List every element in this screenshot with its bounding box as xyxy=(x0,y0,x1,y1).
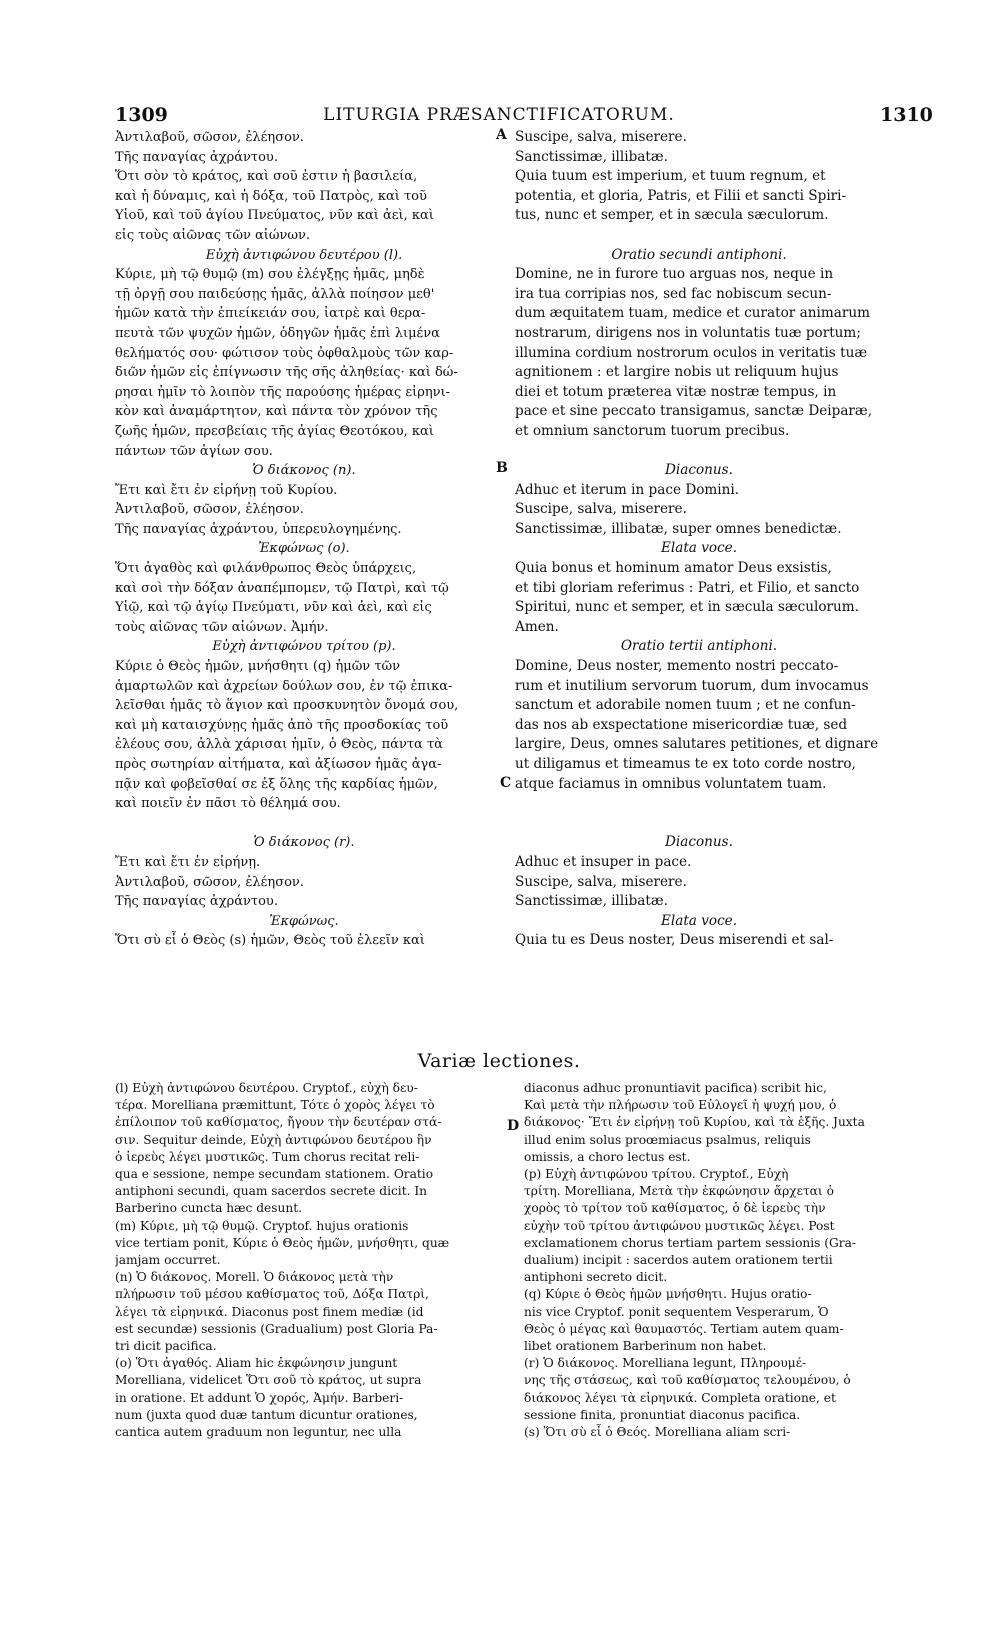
greek-text-line: ἁμαρτωλῶν καὶ ἀχρείων δούλων σου, ἐν τῷ ἐπικα- xyxy=(115,678,453,694)
note-line: diaconus adhuc pronuntiavit pacifica) scribit hic, xyxy=(524,1081,827,1095)
latin-text-line: atque faciamus in omnibus voluntatem tuam. xyxy=(515,775,827,792)
latin-text-line: tus, nunc et semper, et in sæcula sæculorum. xyxy=(515,207,829,224)
latin-text-line: Quia tuum est imperium, et tuum regnum, et xyxy=(515,168,826,185)
greek-text-line: Ἀντιλαβοῦ, σῶσον, ἐλέησον. xyxy=(115,130,304,145)
greek-text-line: Κύριε ὁ Θεὸς ἡμῶν, μνήσθητι (q) ἡμῶν τῶν xyxy=(115,659,401,675)
latin-text-line: ira tua corripias nos, sed fac nobiscum secun- xyxy=(515,285,832,302)
note-line: διάκονος· Ἔτι ἐν εἰρήνῃ τοῦ Κυρίου, καὶ τὰ ἑξῆς. Juxta xyxy=(524,1115,865,1130)
latin-text-line: et omnium sanctorum tuorum precibus. xyxy=(515,422,790,439)
greek-text-line: Υἱοῦ, καὶ τοῦ ἁγίου Πνεύματος, νῦν καὶ ἀεὶ, καὶ xyxy=(115,208,434,224)
note-line: num (juxta quod duæ tantum dicuntur orationes, xyxy=(115,1407,418,1422)
greek-text-line: πευτὰ τῶν ψυχῶν ἡμῶν, ὁδηγῶν ἡμᾶς ἐπὶ λιμένα xyxy=(115,325,440,341)
greek-text-line: Ὅτι σὺ εἶ ὁ Θεὸς (s) ἡμῶν, Θεὸς τοῦ ἐλεεῖν καὶ xyxy=(115,933,425,949)
note-line: omissis, a choro lectus est. xyxy=(524,1149,691,1164)
latin-text-line: Elata voce. xyxy=(660,912,738,929)
page-number-left: 1309 xyxy=(115,104,168,126)
note-line: (r) Ὁ διάκονος. Morelliana legunt, Πληρουμέ- xyxy=(524,1356,807,1371)
latin-text-line xyxy=(515,794,883,814)
notes-right-column xyxy=(524,1080,890,1441)
greek-text-line: καὶ μὴ καταισχύνῃς ἡμᾶς ἀπὸ τῆς προσδοκίας τοῦ xyxy=(115,717,449,733)
margin-letter-b: B xyxy=(496,460,508,476)
notes-left-column xyxy=(115,1080,500,1441)
note-line: (o) Ὅτι ἀγαθός. Aliam hic ἐκφώνησιν jungunt xyxy=(115,1356,398,1371)
greek-text-line: Εὐχὴ ἀντιφώνου δευτέρου (l). xyxy=(205,247,403,263)
running-title: LITURGIA PRÆSANCTIFICATORUM. xyxy=(323,105,675,125)
latin-text-line: Suscipe, salva, miserere. xyxy=(515,501,687,518)
latin-text-line: Suscipe, salva, miserere. xyxy=(515,873,687,890)
note-line: Θεὸς ὁ μέγας καὶ θαυμαστός. Tertiam autem quam- xyxy=(524,1321,844,1336)
latin-text-line: et tibi gloriam referimus : Patri, et Filio, et sancto xyxy=(515,579,860,596)
latin-text-line: nostrarum, dirigens nos in voluntatis tuæ portum; xyxy=(515,324,861,341)
note-line: ὁ ἱερεὺς λέγει μυστικῶς. Tum chorus recitat reli- xyxy=(115,1149,420,1164)
note-line: νης τῆς στάσεως, καὶ τοῦ καθίσματος τελουμένου, ὁ xyxy=(524,1373,851,1388)
latin-text-line: Amen. xyxy=(515,618,559,635)
latin-text-line: Sanctissimæ, illibatæ. xyxy=(515,893,668,910)
note-line: jamjam occurret. xyxy=(115,1253,221,1268)
note-line: (s) Ὅτι σὺ εἶ ὁ Θεός. Morelliana aliam scri- xyxy=(524,1425,791,1440)
latin-text-line: diei et totum præterea vitæ nostræ tempus, in xyxy=(515,383,837,400)
greek-text-line: τοὺς αἰῶνας τῶν αἰώνων. Ἀμήν. xyxy=(115,619,329,635)
greek-text-line: ἡμῶν κατὰ τὴν ἐπιείκειάν σου, ἰατρὲ καὶ θερα- xyxy=(115,306,426,322)
greek-text-line: ἐλέους σου, ἀλλὰ χάρισαι ἡμῖν, ὁ Θεὸς, πάντα τὰ xyxy=(115,737,443,753)
greek-text-line: εἰς τοὺς αἰῶνας τῶν αἰώνων. xyxy=(115,227,310,243)
greek-text-line: Ἀντιλαβοῦ, σῶσον, ἐλέησον. xyxy=(115,874,304,890)
latin-text-line: sanctum et adorabile nomen tuum ; et ne confun- xyxy=(515,697,856,714)
note-line: est secundæ) sessionis (Gradualium) post Gloria Pa- xyxy=(115,1321,438,1336)
note-line: cantica autem graduum non leguntur, nec ulla xyxy=(115,1425,402,1440)
latin-text-line: Sanctissimæ, illibatæ, super omnes benedictæ. xyxy=(515,520,842,537)
latin-text-line: Oratio secundi antiphoni. xyxy=(611,246,787,263)
greek-text-line: διῶν ἡμῶν εἰς ἐπίγνωσιν τῆς σῆς ἀληθείας· καὶ δώ- xyxy=(115,365,458,381)
greek-text-line: καὶ ἡ δύναμις, καὶ ἡ δόξα, τοῦ Πατρὸς, καὶ τοῦ xyxy=(115,188,427,204)
latin-text-line: Domine, ne in furore tuo arguas nos, neque in xyxy=(515,266,834,283)
greek-text-line: Υἱῷ, καὶ τῷ ἁγίῳ Πνεύματι, νῦν καὶ ἀεὶ, καὶ εἰς xyxy=(115,600,432,616)
note-line: sessione finita, pronuntiat diaconus pacifica. xyxy=(524,1407,801,1422)
margin-letter-a: A xyxy=(496,127,507,143)
greek-text-line: κὸν καὶ ἀναμάρτητον, καὶ πάντα τὸν χρόνον τῆς xyxy=(115,404,438,420)
latin-text-line: Quia bonus et hominum amator Deus exsistis, xyxy=(515,560,832,577)
note-line: exclamationem chorus tertiam partem sessionis (Gra- xyxy=(524,1235,856,1250)
note-line: (p) Εὐχὴ ἀντιφώνου τρίτου. Cryptof., Εὐχὴ xyxy=(524,1167,789,1182)
note-line: vice tertiam ponit, Κύριε ὁ Θεὸς ἡμῶν, μνήσθητι, quæ xyxy=(115,1235,450,1250)
greek-text-line xyxy=(115,814,493,834)
greek-text-line: Ἔτι καὶ ἔτι ἐν εἰρήνῃ. xyxy=(115,854,261,870)
latin-text-line: das nos ab exspectatione misericordiæ tuæ, sed xyxy=(515,716,848,733)
greek-text-line: Ἐκφώνως. xyxy=(269,913,339,929)
greek-text-line: πᾷν καὶ φοβεῖσθαί σε ἐξ ὅλης τῆς καρδίας ἡμῶν, xyxy=(115,776,438,792)
latin-text-line: Diaconus. xyxy=(665,462,733,479)
greek-text-line: πρὸς σωτηρίαν αἰτήματα, καὶ ἀξίωσον ἡμᾶς ἀγα- xyxy=(115,757,442,772)
latin-text-line: Domine, Deus noster, memento nostri peccato- xyxy=(515,658,839,675)
latin-text-line xyxy=(515,226,883,246)
note-line: libet orationem Barberinum non habet. xyxy=(524,1339,767,1354)
note-line: in oratione. Et addunt Ὁ χορός, Ἀμήν. Barberi- xyxy=(115,1390,404,1405)
note-line: τέρα. Morelliana præmittunt, Τότε ὁ χορὸς λέγει τὸ xyxy=(115,1098,435,1113)
latin-text-line: Oratio tertii antiphoni. xyxy=(620,638,778,655)
note-line: λέγει τὰ εἰρηνικά. Diaconus post finem mediæ (id xyxy=(115,1304,424,1319)
latin-text-line: Spiritui, nunc et semper, et in sæcula sæculorum. xyxy=(515,599,860,616)
latin-text-line xyxy=(515,814,883,834)
greek-text-line: ρησαι ἡμῖν τὸ λοιπὸν τῆς παρούσης ἡμέρας εἰρηνι- xyxy=(115,384,451,400)
note-line: (n) Ὁ διάκονος. Morell. Ὁ διάκονος μετὰ τὴν xyxy=(115,1270,394,1285)
latin-text-line: ut diligamus et timeamus te ex toto corde nostro, xyxy=(515,756,856,772)
latin-text-line: Suscipe, salva, miserere. xyxy=(515,129,687,145)
page-number-right: 1310 xyxy=(880,104,933,126)
greek-text-column xyxy=(115,128,493,951)
latin-text-line: Adhuc et iterum in pace Domini. xyxy=(515,481,740,498)
note-line: antiphoni secundi, quam sacerdos secrete dicit. In xyxy=(115,1184,428,1199)
note-line: tri dicit pacifica. xyxy=(115,1339,217,1354)
note-line: (l) Εὐχὴ ἀντιφώνου δευτέρου. Cryptof., εὐχὴ δευ- xyxy=(115,1081,418,1095)
latin-text-line: potentia, et gloria, Patris, et Filii et sancti Spiri- xyxy=(515,187,847,204)
note-line: Καὶ μετὰ τὴν πλήρωσιν τοῦ Εὐλογεῖ ἡ ψυχή μου, ὁ xyxy=(524,1098,837,1113)
latin-text-line: Quia tu es Deus noster, Deus miserendi et sal- xyxy=(515,932,834,949)
note-line: illud enim solus proœmiacus psalmus, reliquis xyxy=(524,1132,811,1147)
note-line: διάκονος λέγει τὰ εἰρηνικά. Completa oratione, et xyxy=(524,1390,836,1405)
latin-text-line: rum et inutilium servorum tuorum, dum invocamus xyxy=(515,677,869,694)
note-line: χορὸς τὸ τρίτον τοῦ καθίσματος, ὁ δὲ ἱερεὺς τὴν xyxy=(524,1201,826,1216)
greek-text-line: Ὁ διάκονος (n). xyxy=(252,463,356,479)
greek-text-line: Τῆς παναγίας ἀχράντου. xyxy=(115,894,278,910)
latin-text-line: pace et sine peccato transigamus, sanctæ Deiparæ, xyxy=(515,403,873,420)
note-line: dualium) incipit : sacerdos autem orationem tertii xyxy=(524,1253,833,1268)
note-line: Barberino cuncta hæc desunt. xyxy=(115,1201,302,1216)
greek-text-line: Κύριε, μὴ τῷ θυμῷ (m) σου ἐλέγξῃς ἡμᾶς, μηδὲ xyxy=(115,267,425,283)
greek-text-line: πάντων τῶν ἁγίων σου. xyxy=(115,443,273,459)
greek-text-line: Τῆς παναγίας ἀχράντου. xyxy=(115,149,278,165)
greek-text-line: τῇ ὀργῇ σου παιδεύσῃς ἡμᾶς, ἀλλὰ ποίησον μεθ' xyxy=(115,286,435,302)
greek-text-line: Ὅτι ἀγαθὸς καὶ φιλάνθρωπος Θεὸς ὑπάρχεις, xyxy=(115,561,417,577)
note-line: qua e sessione, nempe secundam stationem. Oratio xyxy=(115,1167,434,1182)
greek-text-line: θελήματός σου· φώτισον τοὺς ὀφθαλμοὺς τῶν καρ- xyxy=(115,345,454,361)
latin-text-column xyxy=(515,128,883,951)
latin-text-line: Sanctissimæ, illibatæ. xyxy=(515,148,668,165)
note-line: εὐχὴν τοῦ τρίτου ἀντιφώνου μυστικῶς λέγει. Post xyxy=(524,1218,835,1233)
variae-lectiones-heading: Variæ lectiones. xyxy=(417,1050,581,1072)
greek-text-line: Ἀντιλαβοῦ, σῶσον, ἐλέησον. xyxy=(115,502,304,518)
latin-text-line: largire, Deus, omnes salutares petitiones, et dignare xyxy=(515,736,879,753)
latin-text-line: Elata voce. xyxy=(660,540,738,557)
greek-text-line: καὶ ποιεῖν ἐν πᾶσι τὸ θέλημά σου. xyxy=(115,796,341,812)
note-line: (m) Κύριε, μὴ τῷ θυμῷ. Cryptof. hujus orationis xyxy=(115,1218,409,1233)
note-line: antiphoni secreto dicit. xyxy=(524,1270,668,1285)
note-line: Morelliana, videlicet Ὅτι σοῦ τὸ κράτος, ut supra xyxy=(115,1373,422,1388)
note-line: ἐπίλοιπον τοῦ καθίσματος, ἤγουν τὴν δευτέραν στά- xyxy=(115,1115,442,1130)
note-line: σιν. Sequitur deinde, Εὐχὴ ἀντιφώνου δευτέρου ἣν xyxy=(115,1132,432,1147)
greek-text-line: Εὐχὴ ἀντιφώνου τρίτου (p). xyxy=(212,639,396,655)
note-line: nis vice Cryptof. ponit sequentem Vesperarum, Ὁ xyxy=(524,1304,829,1319)
greek-text-line: Τῆς παναγίας ἀχράντου, ὑπερευλογημένης. xyxy=(115,521,402,537)
note-line: πλήρωσιν τοῦ μέσου καθίσματος τοῦ, Δόξα Πατρὶ, xyxy=(115,1287,429,1302)
greek-text-line: καὶ σοὶ τὴν δόξαν ἀναπέμπομεν, τῷ Πατρὶ, καὶ τῷ xyxy=(115,580,449,596)
greek-text-line: Ἐκφώνως (o). xyxy=(258,541,350,557)
greek-text-line: ζωῆς ἡμῶν, πρεσβείαις τῆς ἁγίας Θεοτόκου, καὶ xyxy=(115,423,434,439)
latin-text-line: Diaconus. xyxy=(665,834,733,851)
latin-text-line: illumina cordium nostrorum oculos in veritatis tuæ xyxy=(515,344,868,361)
latin-text-line: agnitionem : et largire nobis ut reliquum hujus xyxy=(515,364,839,381)
latin-text-line xyxy=(515,442,883,462)
latin-text-line: Adhuc et insuper in pace. xyxy=(515,853,692,870)
latin-text-line: dum æquitatem tuam, medice et curator animarum xyxy=(515,305,870,322)
note-line: (q) Κύριε ὁ Θεὸς ἡμῶν μνήσθητι. Hujus oratio- xyxy=(524,1287,812,1302)
greek-text-line: Ὁ διάκονος (r). xyxy=(253,835,355,851)
greek-text-line: λεῖσθαι ἡμᾶς τὸ ἅγιον καὶ προσκυνητὸν ὄνομά σου, xyxy=(115,698,459,714)
margin-letter-d: D xyxy=(507,1118,520,1134)
note-line: τρίτη. Morelliana, Μετὰ τὴν ἐκφώνησιν ἄρχεται ὁ xyxy=(524,1184,834,1199)
greek-text-line: Ἔτι καὶ ἔτι ἐν εἰρήνῃ τοῦ Κυρίου. xyxy=(115,482,338,498)
margin-letter-c: C xyxy=(500,775,512,791)
greek-text-line: Ὅτι σὸν τὸ κράτος, καὶ σοῦ ἐστιν ἡ βασιλεία, xyxy=(115,169,418,185)
